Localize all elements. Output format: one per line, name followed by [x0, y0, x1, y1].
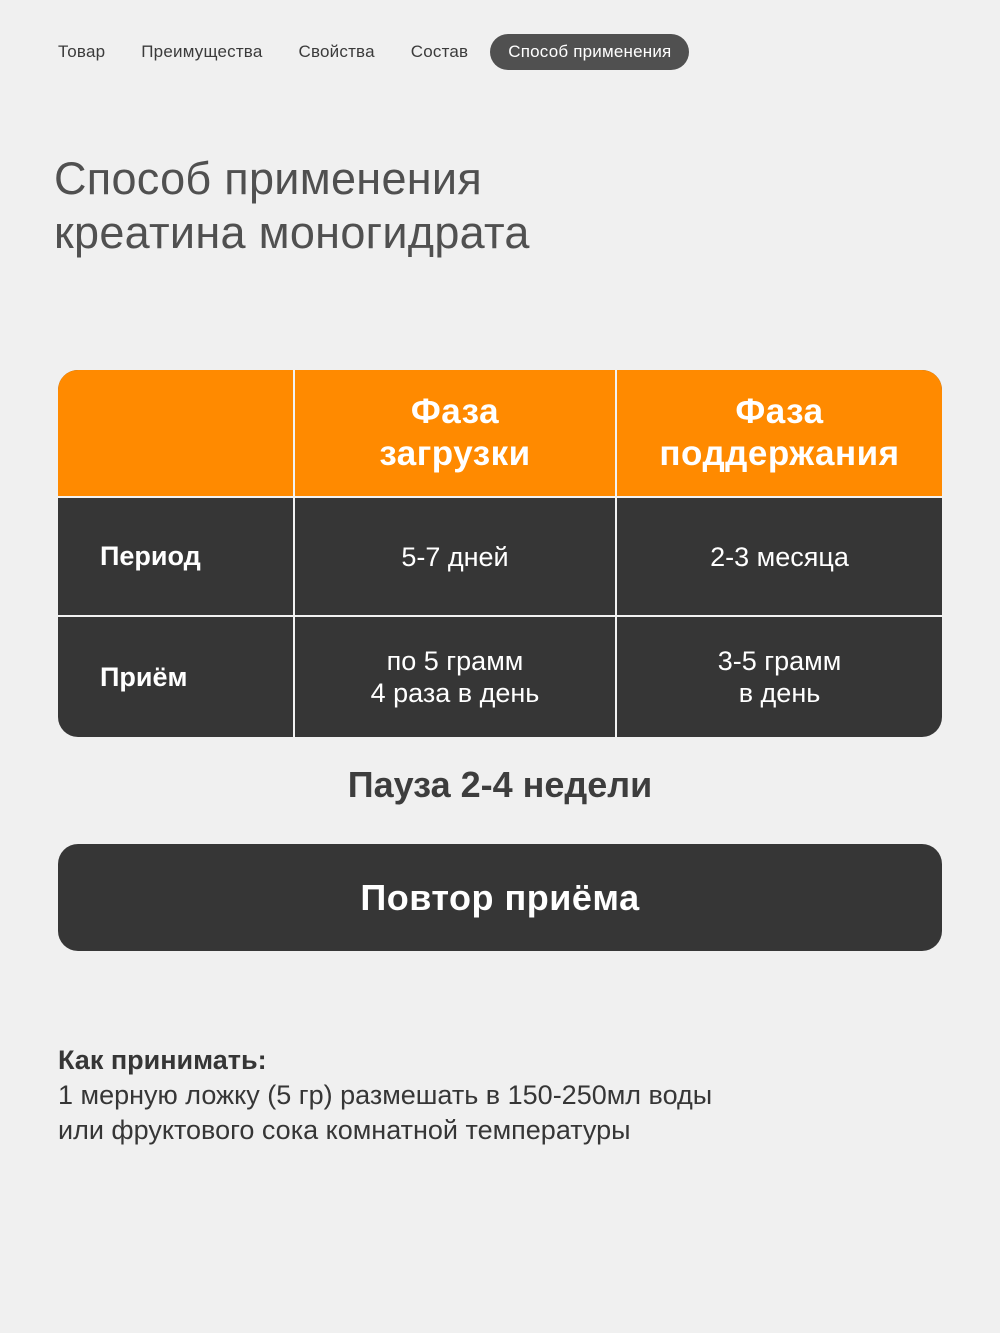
dosage-table: [58, 370, 942, 737]
tab-bar: [40, 34, 689, 70]
pause-text: Пауза 2-4 недели: [347, 764, 653, 805]
how-to-take-label: Как принимать:: [58, 1045, 267, 1075]
cell-period-loading: 5-7 дней: [295, 498, 617, 617]
how-to-take-text: 1 мерную ложку (5 гр) размешать в 150-250мл воды или фруктового сока комнатной температуры: [58, 1080, 713, 1145]
cell-intake-maintenance: 3-5 грамм в день: [717, 646, 842, 708]
tab-advantages[interactable]: Преимущества: [141, 42, 263, 61]
tab-product[interactable]: Товар: [58, 42, 106, 61]
repeat-intake-banner: Повтор приёма: [58, 844, 942, 951]
cell-period-maintenance: 2-3 месяца: [617, 498, 942, 617]
table-header-loading-phase: Фаза загрузки: [295, 370, 617, 498]
table-header-maintenance-phase: Фаза поддержания: [617, 370, 942, 498]
cell-intake-loading: по 5 грамм 4 раза в день: [295, 617, 617, 737]
row-label-intake: Приём: [58, 617, 295, 737]
tab-usage[interactable]: Способ применения: [490, 34, 689, 70]
page-title: Способ применения креатина моногидрата: [54, 153, 530, 258]
table-header-empty: [58, 370, 295, 498]
row-label-period: Период: [58, 498, 295, 617]
how-to-take-section: [58, 1042, 948, 1148]
tab-properties[interactable]: Свойства: [298, 42, 375, 61]
tab-composition[interactable]: Состав: [410, 42, 469, 61]
